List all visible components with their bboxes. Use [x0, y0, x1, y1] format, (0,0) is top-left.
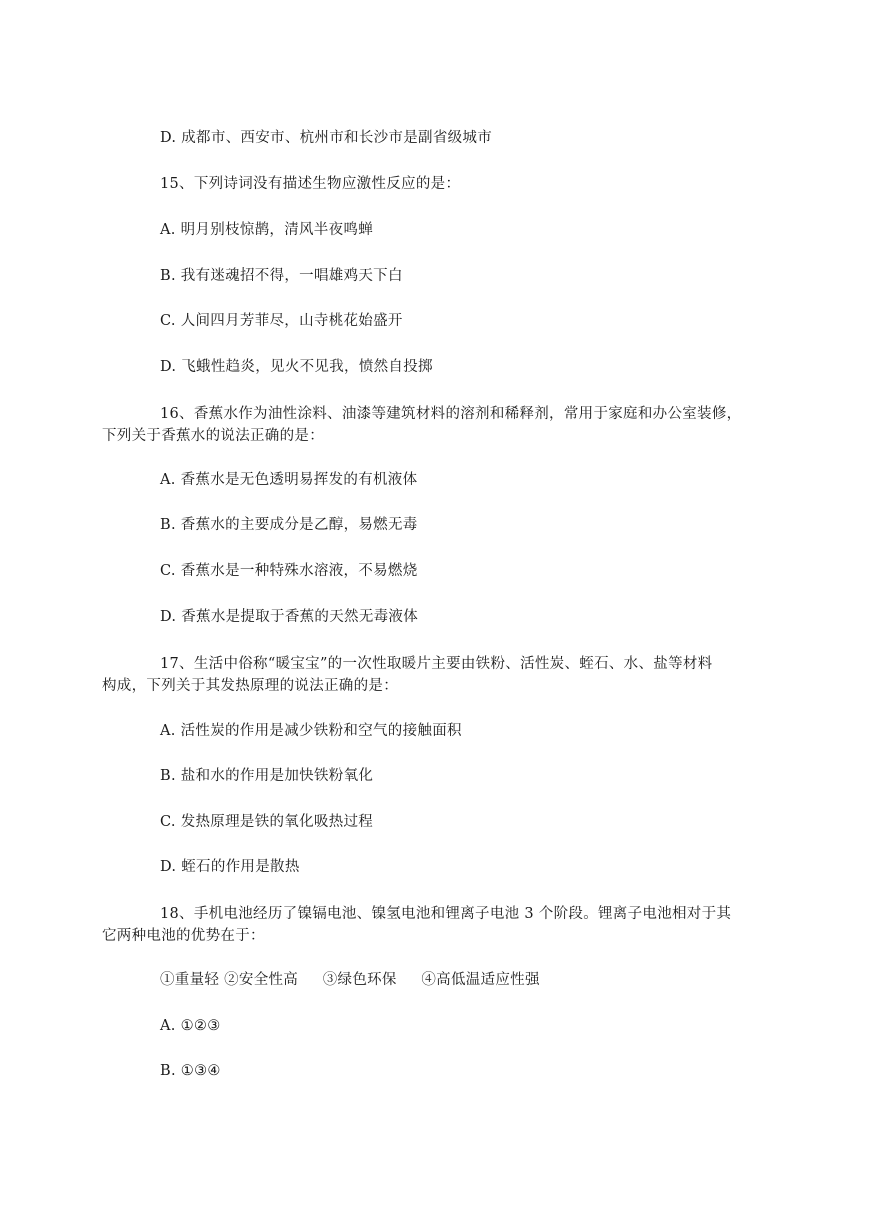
statements-q18: ①重量轻 ②安全性高 ③绿色环保 ④高低温适应性强: [160, 972, 540, 988]
question-17-line-1: 17、生活中俗称“暖宝宝”的一次性取暖片主要由铁粉、活性炭、蛭石、水、盐等材料: [160, 656, 713, 672]
option-d-q14: D. 成都市、西安市、杭州市和长沙市是副省级城市: [160, 130, 493, 146]
question-16-line-1: 16、香蕉水作为油性涂料、油漆等建筑材料的溶剂和稀释剂，常用于家庭和办公室装修，: [160, 406, 742, 422]
question-18-line-2: 它两种电池的优势在于：: [102, 928, 265, 944]
option-b-q17: B. 盐和水的作用是加快铁粉氧化: [160, 768, 374, 784]
option-d-q16: D. 香蕉水是提取于香蕉的天然无毒液体: [160, 609, 419, 625]
question-15: 15、下列诗词没有描述生物应激性反应的是：: [160, 176, 461, 192]
question-18-line-1: 18、手机电池经历了镍镉电池、镍氢电池和锂离子电池 3 个阶段。锂离子电池相对于其: [160, 906, 732, 922]
option-c-q16: C. 香蕉水是一种特殊水溶液，不易燃烧: [160, 563, 418, 579]
option-b-q15: B. 我有迷魂招不得，一唱雄鸡天下白: [160, 268, 403, 284]
option-a-q15: A. 明月别枝惊鹊，清风半夜鸣蝉: [160, 222, 373, 238]
option-d-q15: D. 飞蛾性趋炎，见火不见我，愤然自投掷: [160, 359, 433, 375]
question-17-line-2: 构成，下列关于其发热原理的说法正确的是：: [102, 678, 398, 694]
question-16-line-2: 下列关于香蕉水的说法正确的是：: [102, 428, 324, 444]
option-d-q17: D. 蛭石的作用是散热: [160, 859, 300, 875]
option-b-q18: B. ①③④: [160, 1063, 221, 1079]
option-c-q15: C. 人间四月芳菲尽，山寺桃花始盛开: [160, 313, 403, 329]
option-a-q16: A. 香蕉水是无色透明易挥发的有机液体: [160, 472, 418, 488]
option-c-q17: C. 发热原理是铁的氧化吸热过程: [160, 814, 374, 830]
option-b-q16: B. 香蕉水的主要成分是乙醇，易燃无毒: [160, 517, 418, 533]
option-a-q17: A. 活性炭的作用是减少铁粉和空气的接触面积: [160, 723, 462, 739]
option-a-q18: A. ①②③: [160, 1018, 221, 1034]
